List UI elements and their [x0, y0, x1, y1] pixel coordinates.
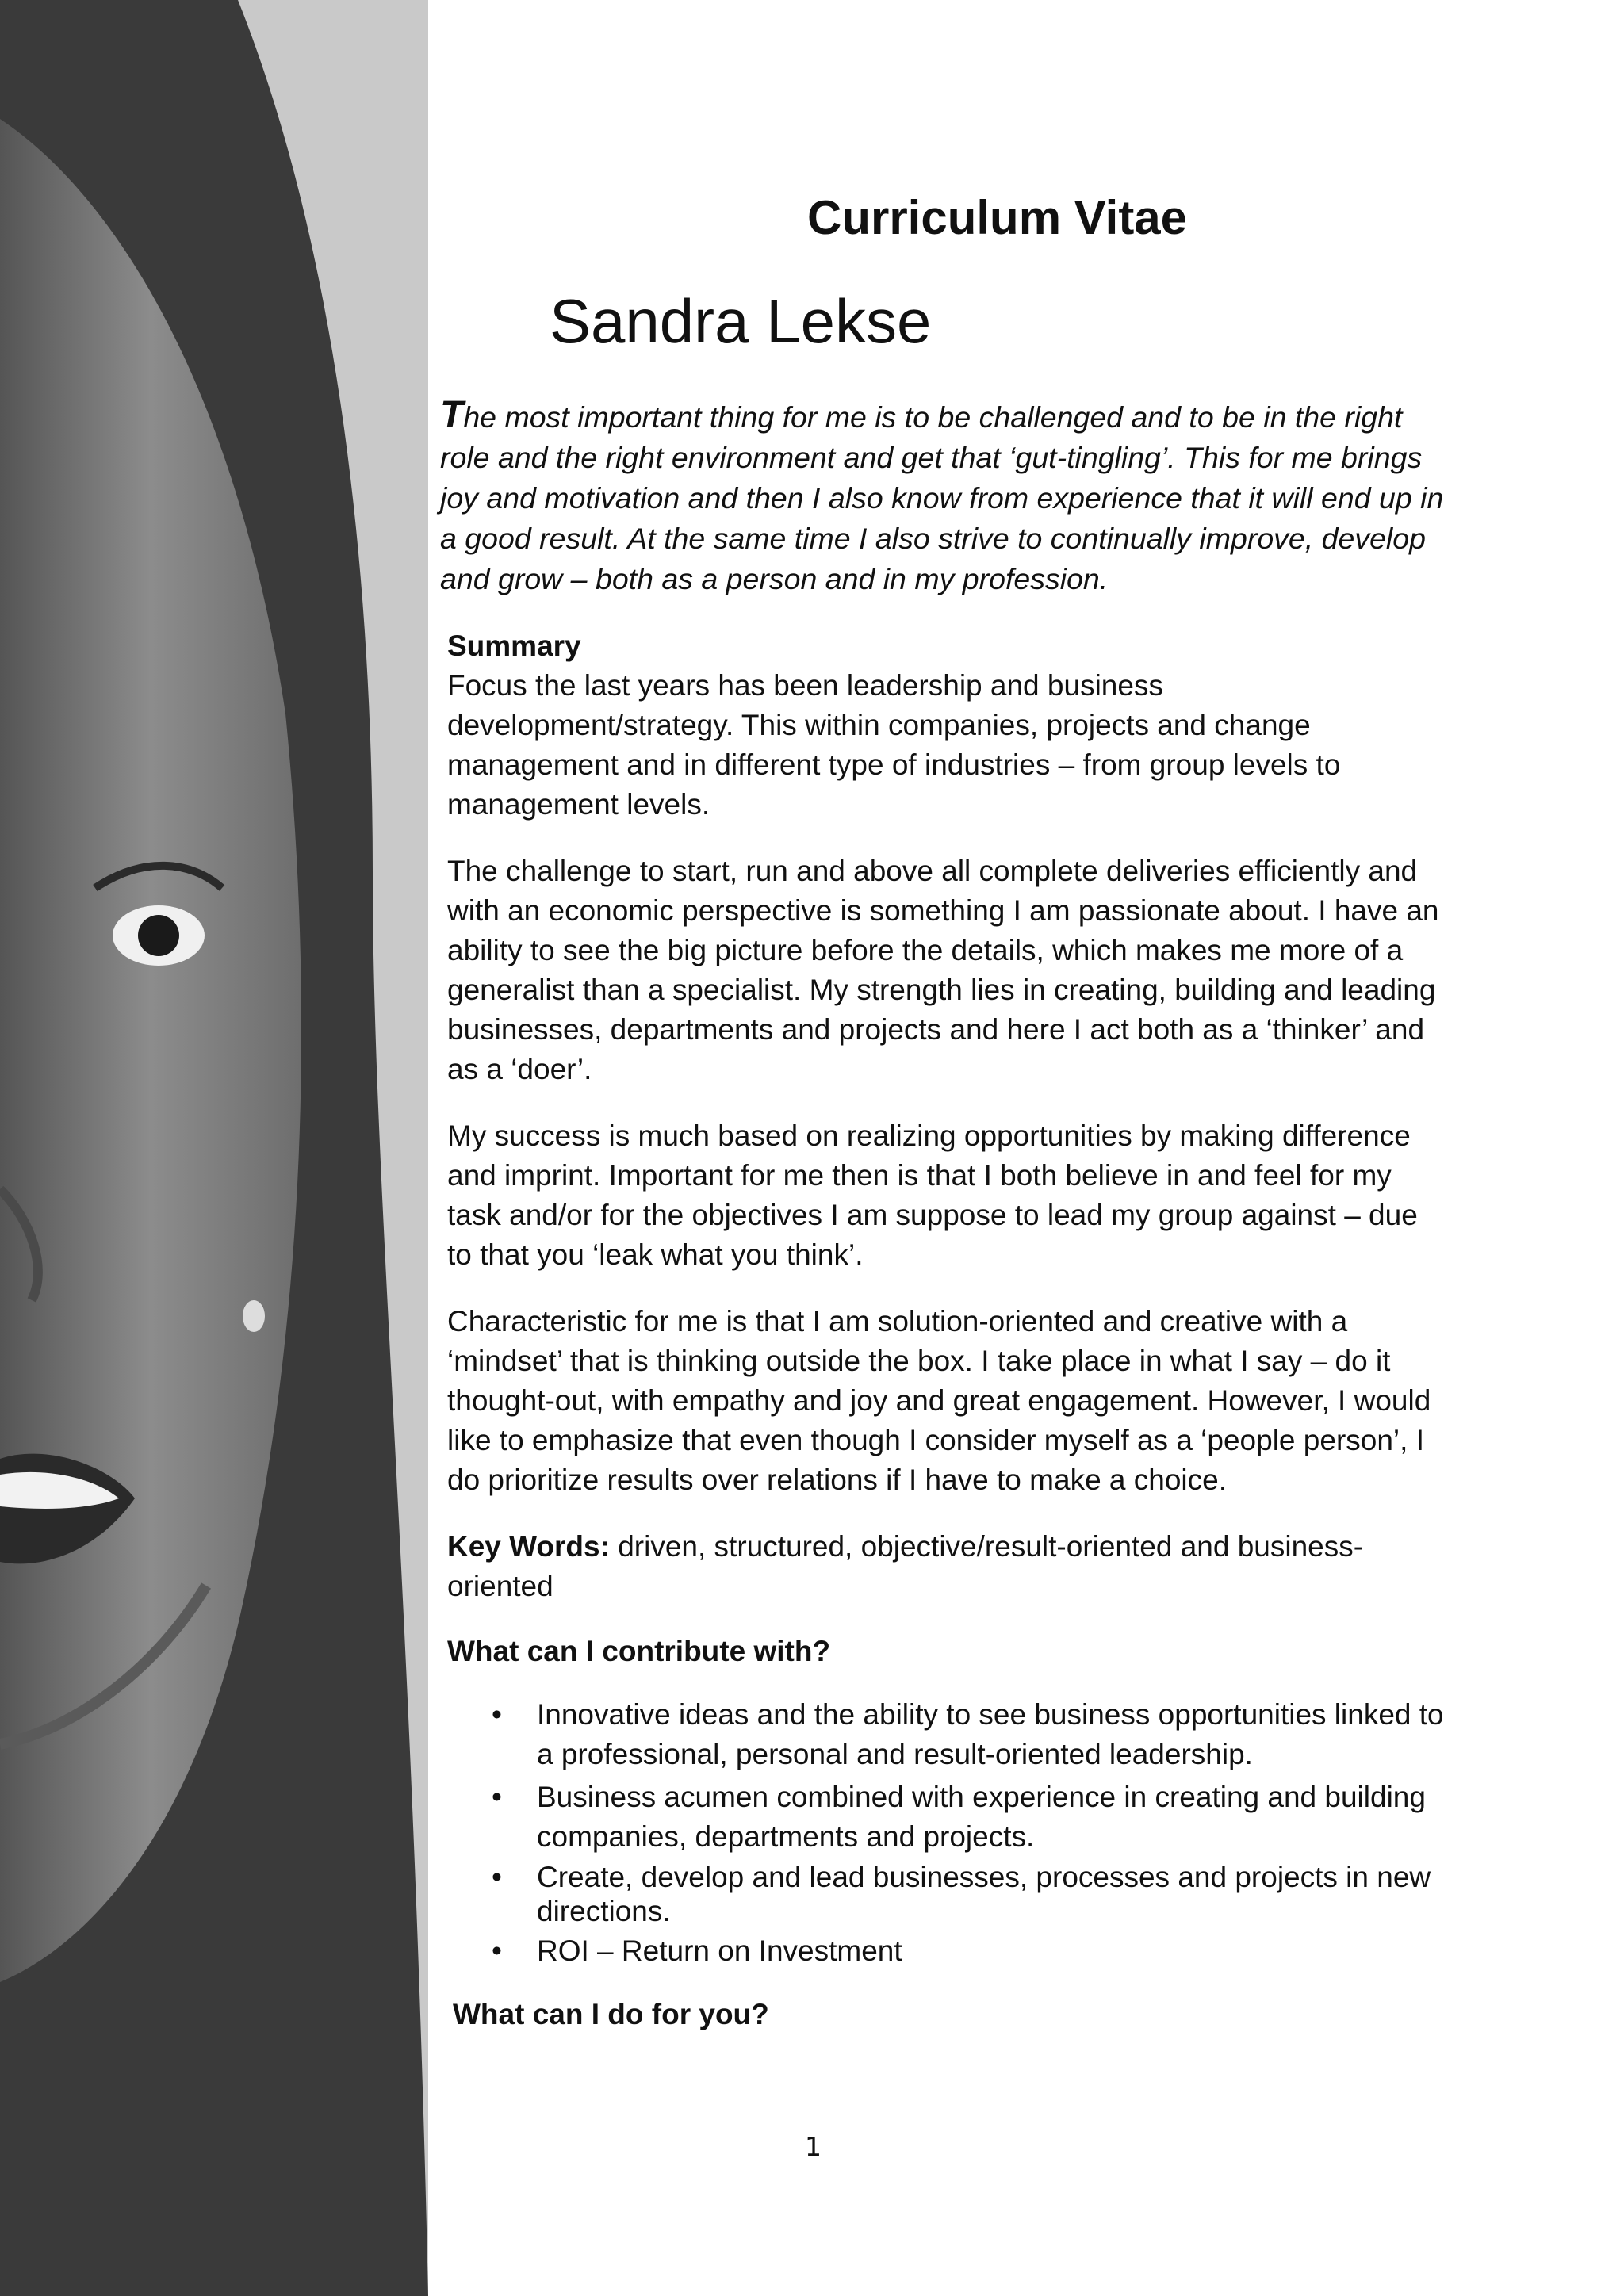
- page-number: 1: [805, 2131, 822, 2162]
- keywords-label: Key Words:: [447, 1530, 610, 1563]
- summary-section: [447, 626, 1446, 2034]
- summary-paragraph: Focus the last years has been leadership and business development/strategy. This within companies, projects and change management and in different type of industries – from group levels to management levels.: [447, 669, 1341, 821]
- characteristic-paragraph: Characteristic for me is that I am solution-oriented and creative with a ‘mindset’ that is thinking outside the box. I take place in what I say – do it thought-out, with empathy and joy and great engagement. However, I would like to emphasize that even though I consider myself as a ‘people person’, I do prioritize results over relations if I have to make a choice.: [447, 1305, 1431, 1496]
- document-title: Curriculum Vitae: [807, 191, 1188, 244]
- list-item-text: Innovative ideas and the ability to see business opportunities linked to a professional, personal and result-oriented leadership.: [537, 1698, 1444, 1770]
- list-item-text: ROI – Return on Investment: [537, 1934, 902, 1967]
- person-name: Sandra Lekse: [550, 286, 932, 356]
- list-item: [447, 1931, 1446, 1971]
- intro-text: he most important thing for me is to be challenged and to be in the right role and the right environment and get that ‘gut-tingling’. This for me brings joy and motivation and then I also know from experience that it will end up in a good result. At the same time I also strive to continually improve, develop and grow – both as a person and in my profession.: [440, 400, 1444, 595]
- keywords-line: [447, 1527, 1446, 1606]
- intro-dropcap: T: [440, 394, 464, 436]
- success-paragraph: My success is much based on realizing opportunities by making difference and imprint. Important for me then is that I both believe in and feel for my task and/or for the objectives I am suppose to lead my group against – due to that you ‘leak what you think’.: [447, 1119, 1418, 1271]
- do-for-you-heading: What can I do for you?: [453, 1998, 769, 2030]
- bullet-icon: •: [492, 1861, 502, 1893]
- keywords-text: driven, structured, objective/result-oriented and business-oriented: [447, 1530, 1364, 1602]
- challenge-paragraph: The challenge to start, run and above all complete deliveries efficiently and with an economic perspective is something I am passionate about. I have an ability to see the big picture before the details, which makes me more of a generalist than a specialist. My strength lies in creating, building and leading businesses, departments and projects and here I act both as a ‘thinker’ and as a ‘doer’.: [447, 855, 1439, 1085]
- list-item: [447, 1695, 1446, 1774]
- bullet-icon: •: [492, 1781, 502, 1813]
- bullet-icon: •: [492, 1698, 502, 1731]
- list-item-text: Create, develop and lead businesses, processes and projects in new directions.: [537, 1861, 1431, 1927]
- portrait-illustration: [0, 0, 428, 2296]
- bullet-icon: •: [492, 1934, 502, 1967]
- summary-heading: Summary: [447, 629, 581, 662]
- contribute-heading: What can I contribute with?: [447, 1635, 831, 1667]
- intro-statement: [440, 395, 1447, 599]
- contributions-list: [447, 1695, 1446, 1971]
- list-item: [447, 1777, 1446, 1857]
- list-item-text: Business acumen combined with experience in creating and building companies, departments and projects.: [537, 1781, 1426, 1853]
- list-item: [447, 1860, 1446, 1928]
- portrait-photo: [0, 0, 428, 2296]
